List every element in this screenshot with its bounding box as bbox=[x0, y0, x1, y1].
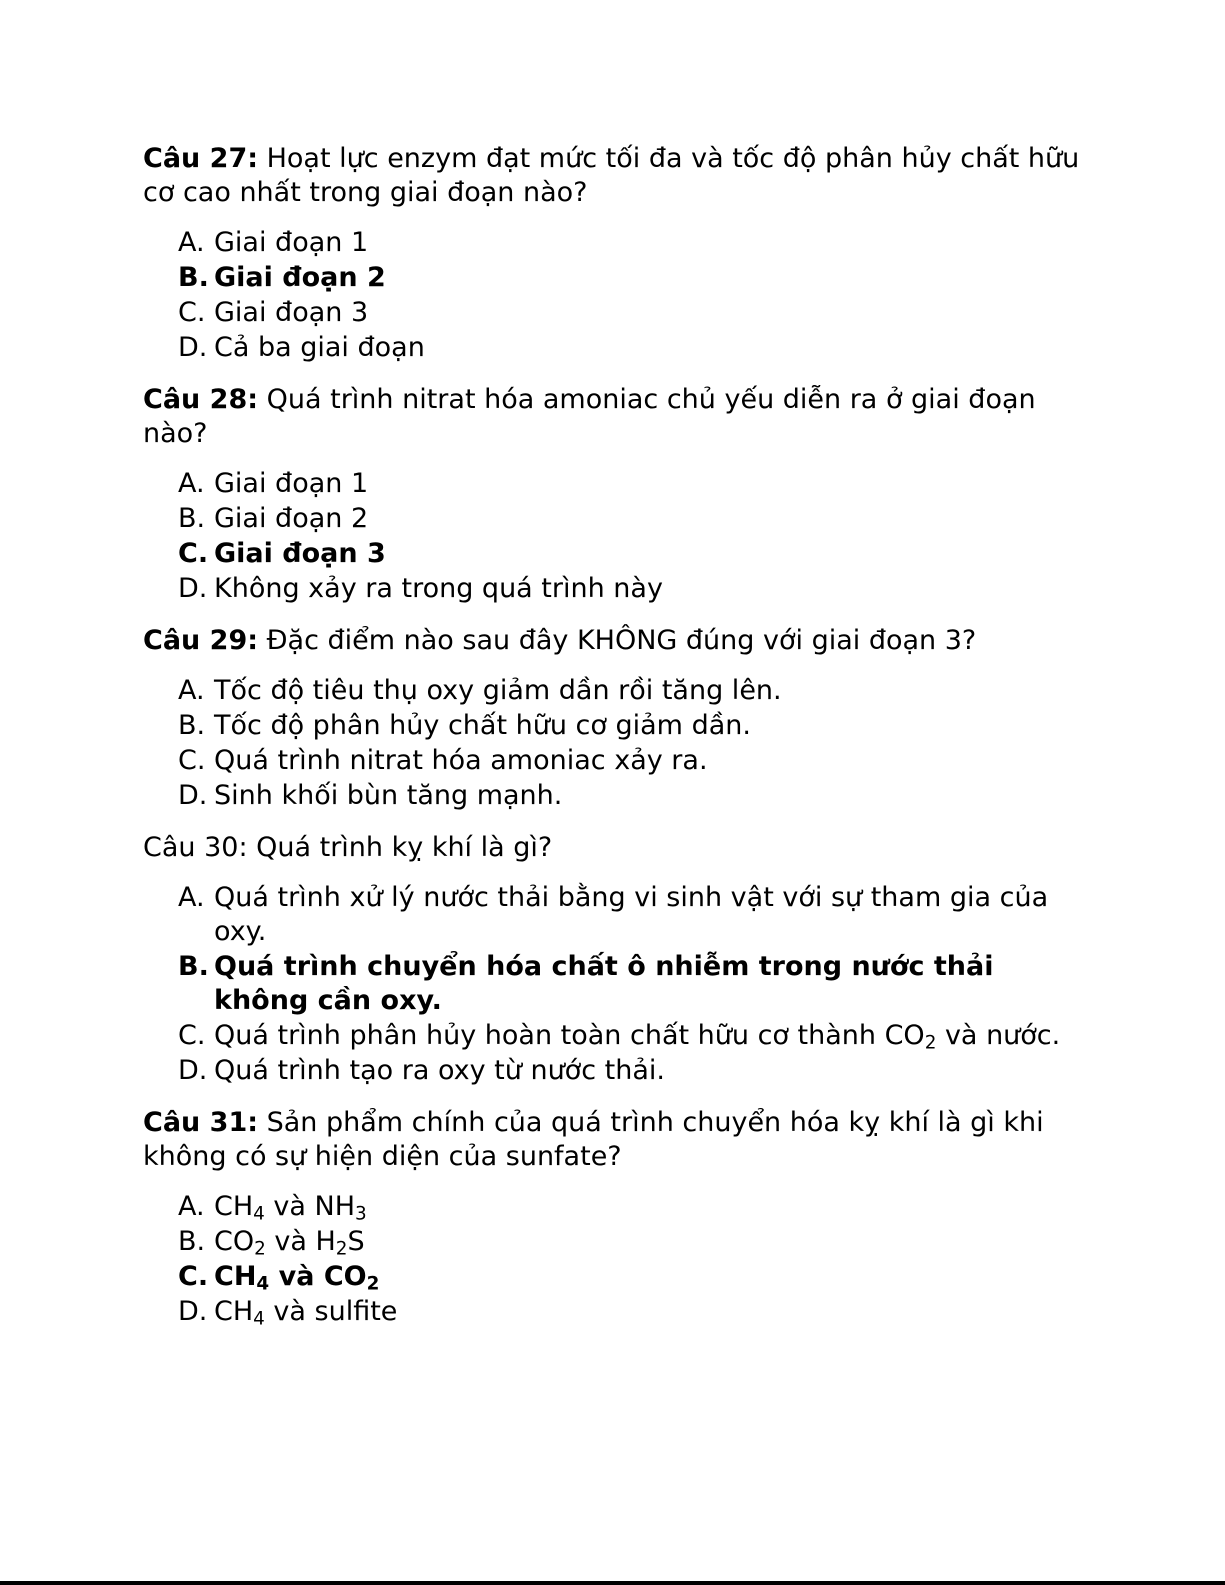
question-text: Hoạt lực enzym đạt mức tối đa và tốc độ phân hủy chất hữu cơ cao nhất trong giai đoạn nào? bbox=[143, 143, 1080, 208]
question-block bbox=[143, 831, 1083, 1088]
option-letter: C. bbox=[178, 297, 206, 328]
option-letter: D. bbox=[178, 1055, 208, 1086]
option-text: Giai đoạn 1 bbox=[214, 227, 369, 258]
option-letter: D. bbox=[178, 1296, 208, 1327]
option-text: $CH_4$ và $NH_3$ bbox=[214, 1191, 367, 1225]
subscript: 4 bbox=[253, 1203, 265, 1225]
option-letter: A. bbox=[178, 675, 205, 706]
option-text: Giai đoạn 3 bbox=[214, 538, 386, 569]
option-text: Tốc độ tiêu thụ oxy giảm dần rồi tăng lên. bbox=[214, 675, 782, 706]
option-text: Tốc độ phân hủy chất hữu cơ giảm dần. bbox=[214, 710, 751, 741]
answer-option bbox=[178, 537, 1083, 571]
subscript: 4 bbox=[256, 1273, 270, 1295]
option-text: $CH_4$ và $CO_2$ bbox=[214, 1261, 380, 1295]
answer-option bbox=[178, 296, 1083, 330]
option-letter: B. bbox=[178, 1226, 206, 1257]
answer-option bbox=[178, 331, 1083, 365]
question-number: Câu 31: bbox=[143, 1107, 259, 1138]
option-letter: C. bbox=[178, 538, 209, 569]
subscript: 2 bbox=[335, 1238, 348, 1260]
answer-option bbox=[178, 467, 1083, 501]
option-text: Quá trình tạo ra oxy từ nước thải. bbox=[214, 1055, 665, 1086]
option-letter: B. bbox=[178, 951, 209, 982]
option-letter: A. bbox=[178, 468, 205, 499]
option-text: Giai đoạn 2 bbox=[214, 262, 386, 293]
question-block bbox=[143, 624, 1083, 813]
option-text: Quá trình phân hủy hoàn toàn chất hữu cơ thành $CO_2$ và nước. bbox=[214, 1020, 1061, 1054]
option-text: Quá trình chuyển hóa chất ô nhiễm trong nước thải không cần oxy. bbox=[214, 951, 994, 1016]
answer-option bbox=[178, 674, 1083, 708]
answer-options bbox=[143, 467, 1083, 606]
question-stem bbox=[143, 831, 1083, 865]
answer-option bbox=[178, 1190, 1083, 1224]
document-page bbox=[143, 142, 1083, 1347]
option-letter: C. bbox=[178, 745, 206, 776]
question-block bbox=[143, 1106, 1083, 1329]
option-letter: B. bbox=[178, 262, 209, 293]
option-text: Quá trình nitrat hóa amoniac xảy ra. bbox=[214, 745, 708, 776]
subscript: 4 bbox=[253, 1308, 265, 1330]
question-stem bbox=[143, 383, 1083, 451]
answer-option bbox=[178, 261, 1083, 295]
option-letter: C. bbox=[178, 1020, 206, 1051]
question-text: Đặc điểm nào sau đây KHÔNG đúng với giai đoạn 3? bbox=[258, 625, 977, 656]
option-letter: A. bbox=[178, 227, 205, 258]
answer-options bbox=[143, 1190, 1083, 1329]
question-block bbox=[143, 383, 1083, 606]
answer-option bbox=[178, 779, 1083, 813]
question-number: Câu 29: bbox=[143, 625, 259, 656]
option-letter: A. bbox=[178, 1191, 205, 1222]
answer-options bbox=[143, 674, 1083, 813]
question-text: Quá trình kỵ khí là gì? bbox=[247, 832, 553, 863]
answer-option bbox=[178, 744, 1083, 778]
answer-option bbox=[178, 1225, 1083, 1259]
question-stem bbox=[143, 1106, 1083, 1174]
subscript: 3 bbox=[355, 1203, 367, 1225]
answer-option bbox=[178, 881, 1083, 949]
subscript: 2 bbox=[924, 1032, 937, 1054]
answer-options bbox=[143, 226, 1083, 365]
option-letter: A. bbox=[178, 882, 205, 913]
answer-option bbox=[178, 1295, 1083, 1329]
option-text: Giai đoạn 3 bbox=[214, 297, 369, 328]
answer-option bbox=[178, 1260, 1083, 1294]
answer-option bbox=[178, 1054, 1083, 1088]
question-number: Câu 30: bbox=[143, 832, 248, 863]
answer-option bbox=[178, 1019, 1083, 1053]
question-stem bbox=[143, 142, 1083, 210]
answer-option bbox=[178, 502, 1083, 536]
question-block bbox=[143, 142, 1083, 365]
question-number: Câu 28: bbox=[143, 384, 259, 415]
option-letter: B. bbox=[178, 710, 206, 741]
option-text: $CH_4$ và sulfite bbox=[214, 1296, 398, 1330]
option-text: Cả ba giai đoạn bbox=[214, 332, 425, 363]
question-text: Sản phẩm chính của quá trình chuyển hóa kỵ khí là gì khi không có sự hiện diện của sunfate? bbox=[143, 1107, 1044, 1172]
option-letter: D. bbox=[178, 573, 208, 604]
option-letter: C. bbox=[178, 1261, 209, 1292]
page-bottom-border bbox=[0, 1581, 1225, 1585]
answer-option bbox=[178, 950, 1083, 1018]
option-text: Sinh khối bùn tăng mạnh. bbox=[214, 780, 563, 811]
option-text: Giai đoạn 2 bbox=[214, 503, 369, 534]
option-text: Quá trình xử lý nước thải bằng vi sinh vật với sự tham gia của oxy. bbox=[214, 882, 1049, 947]
subscript: 2 bbox=[366, 1273, 380, 1295]
answer-option bbox=[178, 572, 1083, 606]
option-text: Không xảy ra trong quá trình này bbox=[214, 573, 663, 604]
option-letter: D. bbox=[178, 780, 208, 811]
question-number: Câu 27: bbox=[143, 143, 259, 174]
option-letter: B. bbox=[178, 503, 206, 534]
question-stem bbox=[143, 624, 1083, 658]
option-text: Giai đoạn 1 bbox=[214, 468, 369, 499]
subscript: 2 bbox=[254, 1238, 266, 1260]
answer-options bbox=[143, 881, 1083, 1088]
answer-option bbox=[178, 709, 1083, 743]
option-letter: D. bbox=[178, 332, 208, 363]
answer-option bbox=[178, 226, 1083, 260]
question-text: Quá trình nitrat hóa amoniac chủ yếu diễn ra ở giai đoạn nào? bbox=[143, 384, 1036, 449]
option-text: $CO_2$ và $H_2S$ bbox=[214, 1226, 365, 1260]
